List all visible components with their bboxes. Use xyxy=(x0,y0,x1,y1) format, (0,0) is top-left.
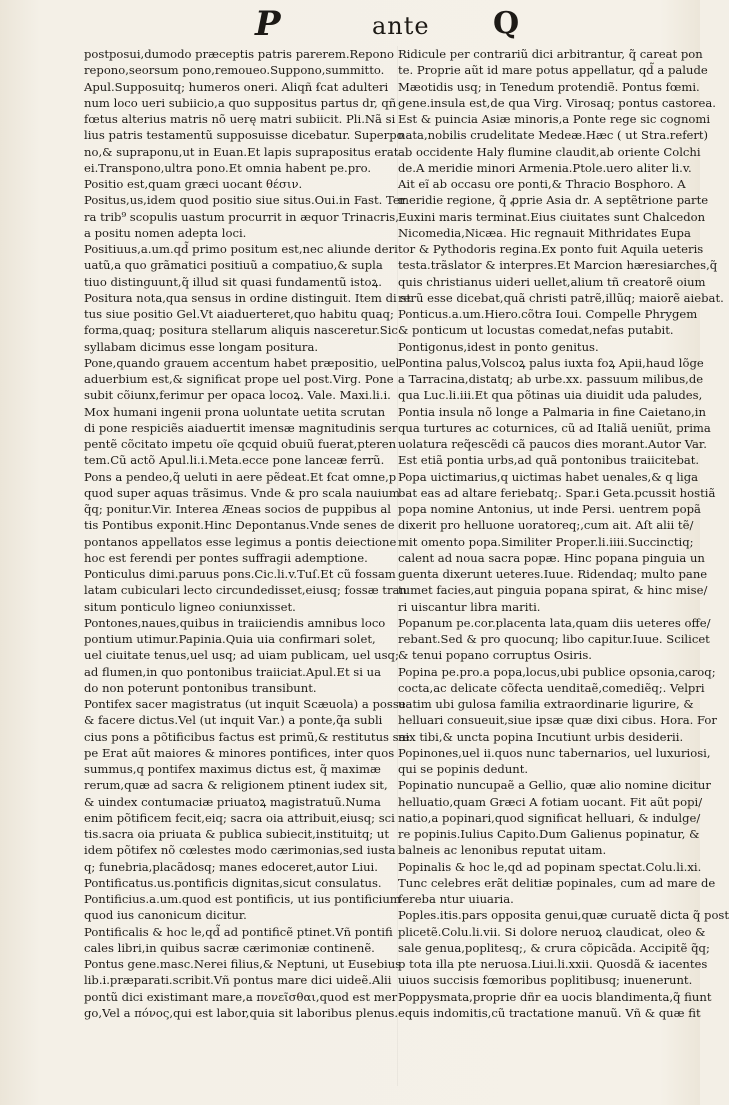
text-line: rebant.Sed & pro quocunq; libo capitur.Iuue. Scilicet xyxy=(398,632,710,646)
text-line: Mæotidis usq; in Tenedum protendiẽ. Pontus fœmi. xyxy=(398,79,700,94)
text-line: quod ius canonicum dicitur. xyxy=(84,908,247,923)
text-line: nata,nobilis crudelitate Medeæ.Hæc ( ut Stra.refert) xyxy=(398,128,709,143)
text-line: sale genua,poplitesq;, & crura cõpicãda. Accipitẽ q̃q; xyxy=(398,940,710,955)
text-line: helluatio,quam Græci A fotiam uocant. Fit aũt popi/ xyxy=(398,794,703,809)
text-line: Tunc celebres erãt delitiæ popinales, cum ad mare de xyxy=(398,875,716,890)
text-line: Popina pe.pro.a popa,locus,ubi publice opsonia,caroq; xyxy=(398,664,716,679)
text-line: tor & Pythodoris regina.Ex ponto fuit Aquila ueteris xyxy=(398,242,704,256)
text-line: Popinalis & hoc le,qd ad popinam spectat.Colu.li.xi. xyxy=(398,859,702,874)
text-line: forma,quaq; positura stellarum aliquis nasceretur.Sic xyxy=(84,323,398,338)
text-line: nix tibi,& uncta popina Incutiunt urbis desiderii. xyxy=(398,729,684,744)
text-line: Mox humani ingenii prona uoluntate uetita scrutan xyxy=(84,404,386,419)
text-line: fereba ntur uiuaria. xyxy=(398,892,514,906)
text-line: Pone,quando grauem accentum habet præpositio, uel xyxy=(84,355,400,370)
text-line: summus,q pontifex maximus dictus est, q̃ maximæ xyxy=(84,762,381,776)
text-line: plicetẽ.Colu.li.vii. Si dolore neruoꝝ claudicat, oleo & xyxy=(398,924,706,939)
text-line: ri uiscantur libra mariti. xyxy=(398,599,541,614)
text-line: qua Luc.li.iii.Et qua põtinas uia diuidit uda paludes, xyxy=(398,388,703,403)
text-line: gene.insula est,de qua Virg. Virosaq; pontus castorea. xyxy=(398,95,716,110)
text-line: Ridicule per contrariũ dici arbitrantur, q̃ careat pon xyxy=(398,47,703,61)
text-line: qua turtures ac coturnices, cũ ad Italiã ueniũt, prima xyxy=(398,420,711,435)
text-line: uiuos succisis fœmoribus poplitibusq; inuenerunt. xyxy=(398,973,693,988)
text-line: situm ponticulo ligneo coniunxisset. xyxy=(84,599,296,614)
text-line: latam cubiculari lecto circundedisset,eiusq; fossæ tran xyxy=(84,583,407,598)
text-line: uatũ,a quo grãmatici positiuũ a compatiuo,& supla xyxy=(84,258,383,273)
text-line: Positura nota,qua sensus in ordine distinguit. Item di st xyxy=(84,290,412,305)
text-line: enim põtificem fecit,eiq; sacra oia attribuit,eiusq; sci xyxy=(84,810,395,825)
text-line: Est etiã pontia urbs,ad quã pontonibus traiicitebat. xyxy=(398,453,700,468)
text-line: pontũ dici existimant mare,a πονεῖσθαι,quod est mer xyxy=(84,989,398,1004)
left-text-column xyxy=(84,46,412,1021)
text-line: popa nomine Antonius, ut inde Persi. uentrem popã xyxy=(398,502,701,516)
text-line: pe Erat aũt maiores & minores pontifices, inter quos xyxy=(84,745,395,760)
text-line: tem.Cũ actõ Apul.li.i.Meta.ecce pone lanceæ ferrũ. xyxy=(84,453,385,468)
text-line: Pontificius.a.um.quod est pontificis, ut ius pontificium xyxy=(84,892,401,906)
text-line: fœtus alterius matris nõ uerę matri subiicit. Pli.Nã si xyxy=(84,112,396,126)
text-line: rerũ esse dicebat,quã christi patrẽ,illũq; maiorẽ aiebat. xyxy=(398,290,724,305)
header-word: ante xyxy=(372,12,430,40)
text-line: te. Proprie aũt id mare potus appellatur, qd̃ a palude xyxy=(398,63,708,78)
text-line: ab occidente Haly flumine claudit,ab oriente Colchi xyxy=(398,144,701,159)
text-line: Ponticus.a.um.Hiero.cõtra Ioui. Compelle Phrygem xyxy=(398,307,698,321)
text-line: tis.sacra oia priuata & publica subiecit,instituitq; ut xyxy=(84,827,389,841)
text-line: go,Vel a πόνος,qui est labor,quia sit laboribus plenus. xyxy=(84,1005,399,1020)
text-line: Popa uictimarius,q uictimas habet uenales,& q liga xyxy=(398,469,699,484)
text-line: Pontifex sacer magistratus (ut inquit Scæuola) a posse xyxy=(84,697,406,711)
text-line: postposui,dumodo præceptis patris parerem.Repono xyxy=(84,47,394,61)
text-line: repono,seorsum pono,remoueo.Suppono,summitto. xyxy=(84,63,385,78)
text-line: do non poterunt pontonibus transibunt. xyxy=(84,680,317,695)
text-line: Nicomedia,Nicæa. Hic regnauit Mithridates Eupa xyxy=(398,225,691,240)
text-line: Pons a pendeo,q̃ ueluti in aere pẽdeat.Et ẜcat omne,p xyxy=(84,469,397,484)
text-line: & ponticum ut locustas comedat,nefas putabit. xyxy=(398,323,674,338)
text-line: Ponticulus dimi.paruus pons.Cic.li.v.Tuſ.Et cũ fossam xyxy=(84,567,396,581)
text-line: Positiuus,a.um.qd̃ primo positum est,nec aliunde deri xyxy=(84,242,398,256)
text-line: Pontia insula nõ longe a Palmaria in fine Caietano,in xyxy=(398,404,706,419)
text-line: di pone respiciẽs aiaduertit imensæ magnitudinis ser xyxy=(84,420,398,435)
text-line: lius patris testamentũ supposuisse dicebatur. Superpo xyxy=(84,128,404,143)
header-letter-left: P xyxy=(255,4,281,44)
text-line: tis Pontibus exponit.Hinc Depontanus.Vnde senes de xyxy=(84,518,395,533)
text-line: helluari consueuit,siue ipsæ quæ dixi cibus. Hora. For xyxy=(398,713,717,728)
text-line: cius pons a põtificibus factus est primũ,& restitutus sæ xyxy=(84,729,410,744)
text-line: idem põtifex nõ cœlestes modo cærimonias,sed iusta xyxy=(84,843,396,858)
text-line: quod super aquas trãsimus. Vnde & pro scala nauium xyxy=(84,485,400,500)
text-line: Est & puincia Asiæ minoris,a Ponte rege sic cognomi xyxy=(398,112,711,126)
text-line: Pontigonus,idest in ponto genitus. xyxy=(398,339,599,354)
text-line: tumet facies,aut pinguia popana spirat, & hinc mise/ xyxy=(398,583,708,598)
text-line: guenta dixerunt ueteres.Iuue. Ridendaq; multo pane xyxy=(398,567,708,581)
running-header xyxy=(0,2,700,46)
text-line: uatim ubi gulosa familia extraordinarie ligurire, & xyxy=(398,697,694,711)
text-line: uel ciuitate tenus,uel usq; ad uiam publicam, uel usq; xyxy=(84,648,399,663)
text-line: & facere dictus.Vel (ut inquit Var.) a ponte,q̃a subli xyxy=(84,713,383,728)
text-line: mit omento popa.Similiter Proper.li.iiii.Succinctiq; xyxy=(398,534,694,549)
text-line: Pontina palus,Volscoꝝ palus iuxta foꝝ Apii,haud lõge xyxy=(398,355,704,370)
text-line: qui se popinis dedunt. xyxy=(398,762,529,776)
text-line: Positus,us,idem quod positio siue situs.Oui.in Fast. Ter xyxy=(84,193,406,208)
text-line: equis indomitis,cũ tractatione manuũ. Vñ & quæ fit xyxy=(398,1005,701,1020)
text-line: quis christianus uideri uellet,alium tñ creatorẽ oium xyxy=(398,274,706,289)
text-line: Popinones,uel ii.quos nunc tabernarios, uel luxuriosi, xyxy=(398,745,711,760)
right-text-column xyxy=(398,46,729,1021)
text-line: meridie regione, q̃ ꝓprie Asia dr. A septẽtrione parte xyxy=(398,193,709,208)
text-line: tiuo distinguunt,q̃ illud sit quasi fundamentũ istoꝝ. xyxy=(84,274,382,289)
text-line: Popinatio nuncupaẽ a Gellio, quæ alio nomine dicitur xyxy=(398,778,711,793)
text-line: dixerit pro helluone uoratoreq;,cum ait. Aſt alii tẽ/ xyxy=(398,518,694,533)
text-line: calent ad noua sacra popæ. Hinc popana pinguia un xyxy=(398,550,705,565)
text-line: pentẽ cõcitato impetu oĩe qcquid obuiũ fuerat,pteren xyxy=(84,437,397,451)
text-line: Poples.itis.pars opposita genui,quæ curuatẽ dicta q̃ post xyxy=(398,908,729,923)
text-line: hoc est ferendi per pontes suffragii ademptione. xyxy=(84,550,368,565)
text-line: testa.trãslator & interpres.Et Marcion hæresiarches,q̃ xyxy=(398,258,718,273)
text-line: a Tarracina,distatq; ab urbe.xx. passuum milibus,de xyxy=(398,372,704,386)
text-line: Apul.Supposuitq; humeros oneri. Aliqñ ẜcat adulteri xyxy=(84,79,389,94)
text-line: Pontificalis & hoc le,qd̃ ad pontificẽ ptinet.Vñ pontifi xyxy=(84,924,393,939)
text-line: lib.i.præparati.scribit.Vñ pontus mare dici uideẽ.Alii xyxy=(84,973,392,988)
text-line: & uindex contumaciæ priuatoꝝ magistratuũ.Numa xyxy=(84,794,381,809)
text-line: uolatura req̃escẽdi cã paucos dies morant.Autor Var. xyxy=(398,437,707,451)
text-line: p tota illa pte neruosa.Liui.li.xxii. Quosdã & iacentes xyxy=(398,957,708,971)
text-line: num loco ueri subiicio,a quo suppositus partus dr, qñ xyxy=(84,95,397,110)
text-line: Euxini maris terminat.Eius ciuitates sunt Chalcedon xyxy=(398,209,706,224)
text-line: ad flumen,in quo pontonibus traiiciat.Apul.Et si ua xyxy=(84,664,382,679)
text-line: cocta,ac delicate cõfecta uenditaẽ,comediẽq;. Velpri xyxy=(398,680,705,695)
text-line: Pontones,naues,quibus in traiiciendis amnibus loco xyxy=(84,615,386,630)
text-line: q̃q; ponitur.Vir. Interea Æneas socios de puppibus al xyxy=(84,502,391,516)
text-line: Pontus gene.masc.Nerei filius,& Neptuni, ut Eusebius xyxy=(84,957,402,971)
text-line: & tenui popano corruptus Osiris. xyxy=(398,648,592,663)
header-letter-right: Q xyxy=(493,6,520,41)
text-line: Poppysmata,proprie dñr ea uocis blandimenta,q̃ fiunt xyxy=(398,989,712,1004)
text-line: q; funebria,placãdosq; manes edoceret,autor Liui. xyxy=(84,859,378,874)
text-line: pontium utimur.Papinia.Quia uia confirmari solet, xyxy=(84,632,376,646)
text-line: Popanum pe.cor.placenta lata,quam diis ueteres offe/ xyxy=(398,615,711,630)
text-line: Ait eĩ ab occasu ore ponti,& Thracio Bosphoro. A xyxy=(398,177,686,191)
text-line: de.A meridie minori Armenia.Ptole.uero aliter li.v. xyxy=(398,160,692,175)
text-line: rerum,quæ ad sacra & religionem ptinent iudex sit, xyxy=(84,778,388,793)
text-line: Pontificatus.us.pontificis dignitas,sicut consulatus. xyxy=(84,875,382,890)
text-line: a positu nomen adepta loci. xyxy=(84,225,247,240)
text-line: Positio est,quam græci uocant θέσιν. xyxy=(84,177,303,191)
text-line: ei.Transpono,ultra pono.Et omnia habent pe.pro. xyxy=(84,160,372,175)
text-line: bat eas ad altare feriebatq;. Spar.i Geta.pcussit hostiã xyxy=(398,485,716,500)
text-line: syllabam dicimus esse longam positura. xyxy=(84,339,319,354)
text-line: no,& supraponu,ut in Euan.Et lapis suprapositus erat xyxy=(84,144,399,159)
text-line: subit cõiunx,ferimur per opaca locoꝝ. Vale. Maxi.li.i. xyxy=(84,388,391,403)
text-line: natio,a popinari,quod significat helluari, & indulge/ xyxy=(398,810,701,825)
text-line: cales libri,in quibus sacræ cærimoniæ continenẽ. xyxy=(84,940,375,955)
text-line: tus siue positio Gel.Vt aiaduerteret,quo habitu quaq; xyxy=(84,307,394,321)
text-line: pontanos appellatos esse legimus a pontis deiectione xyxy=(84,534,397,549)
text-line: aduerbium est,& significat prope uel post.Virg. Pone xyxy=(84,372,394,386)
text-line: balneis ac lenonibus reputat uitam. xyxy=(398,843,607,858)
text-line: re popinis.Iulius Capito.Dum Galienus popinatur, & xyxy=(398,827,700,841)
text-line: ra trib⁹ scopulis uastum procurrit in æquor Trinacris, xyxy=(84,209,399,224)
